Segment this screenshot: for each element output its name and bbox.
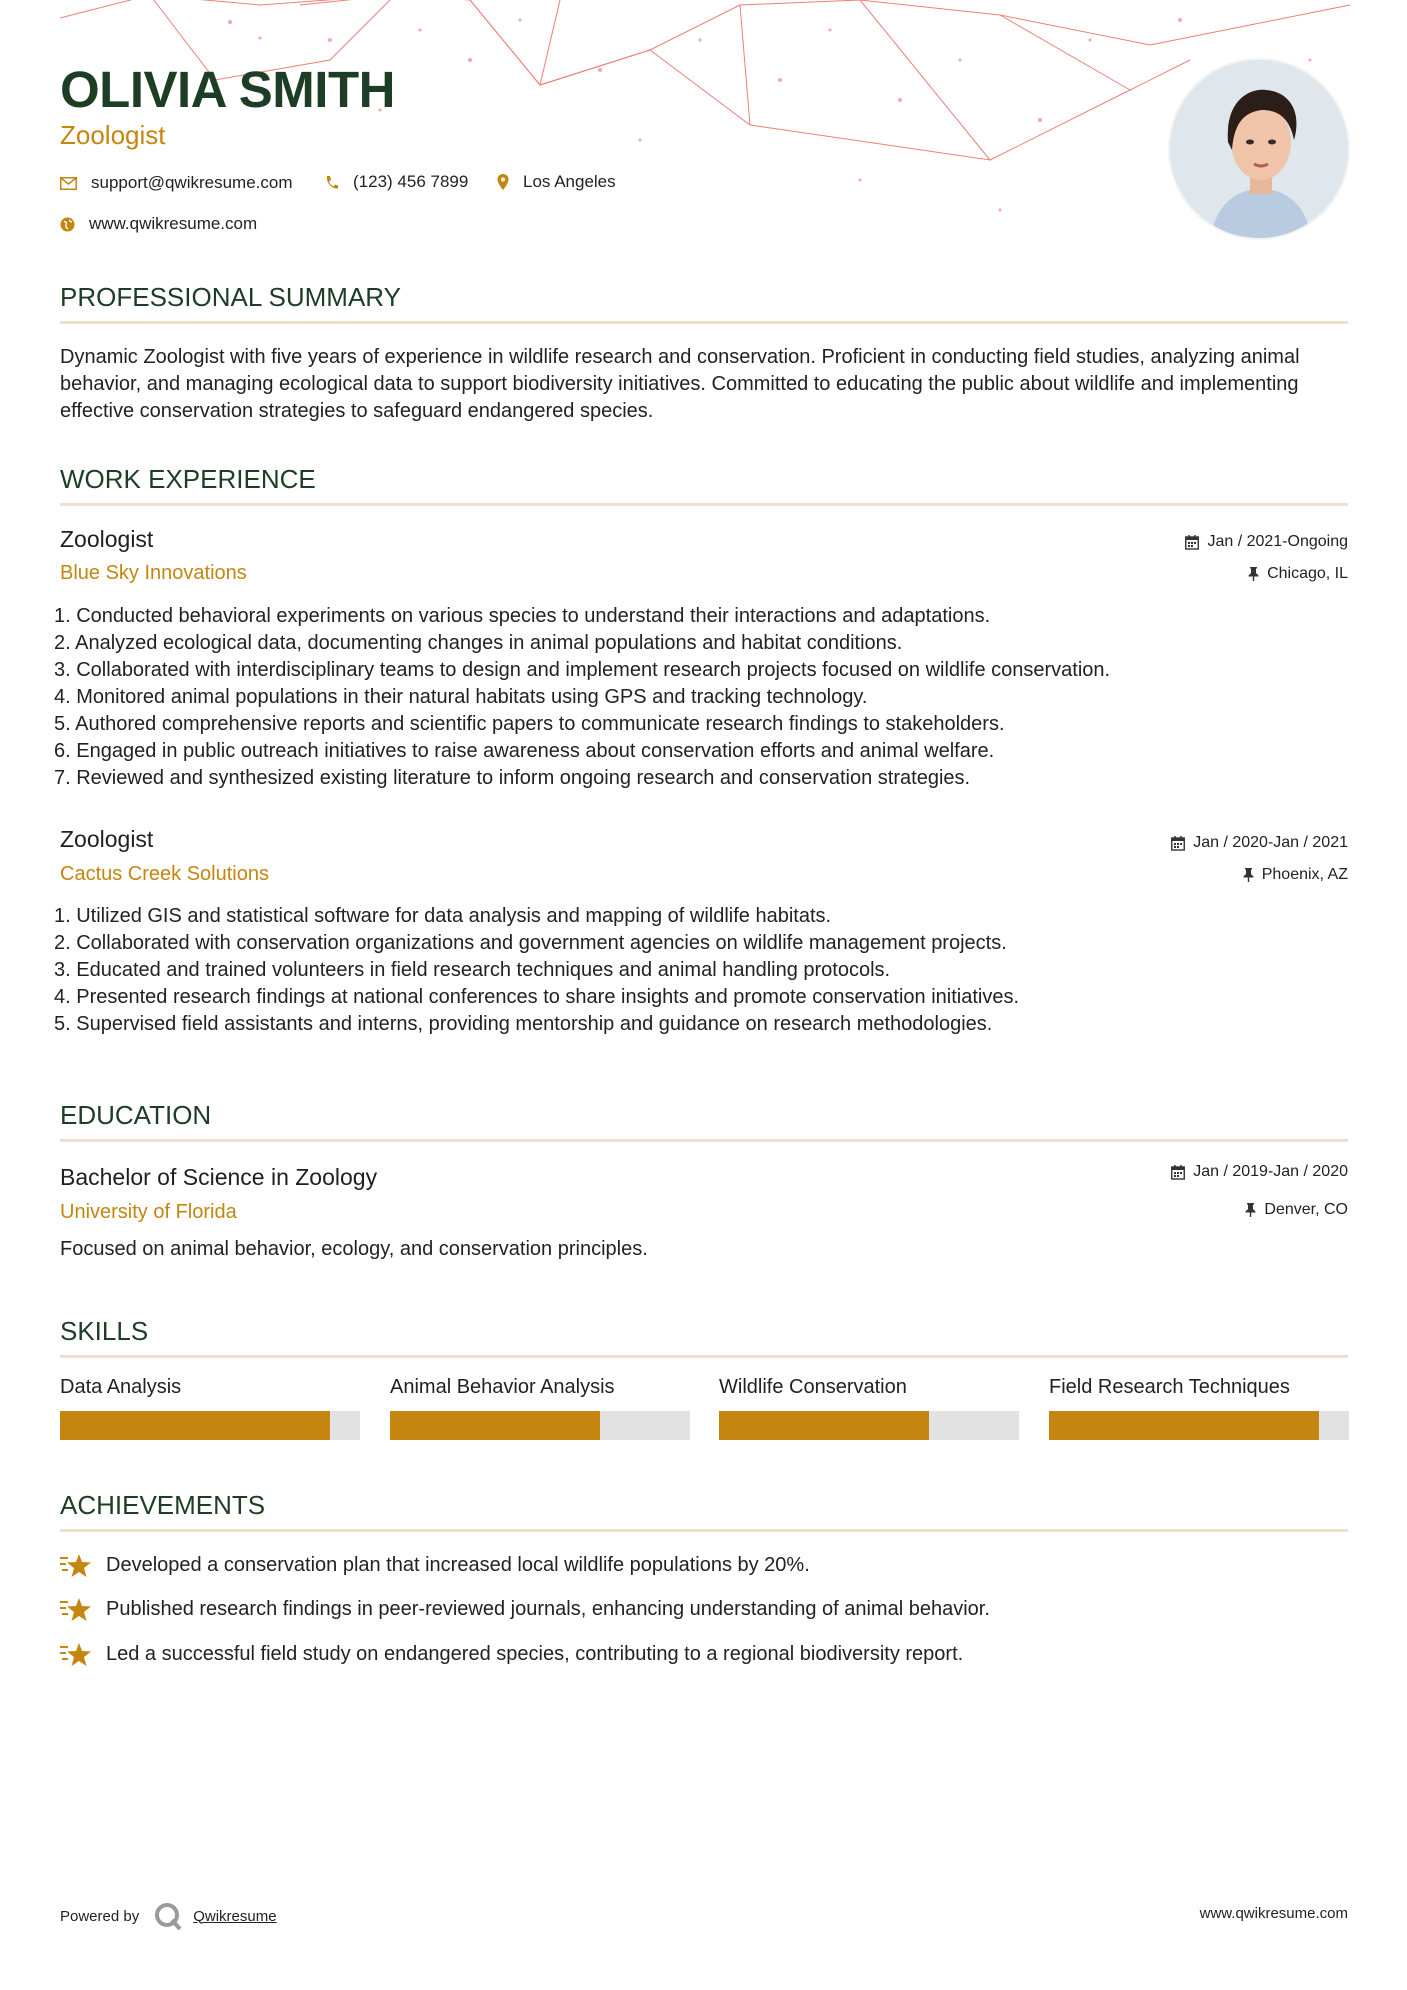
achievement-text: Led a successful field study on endangered species, contributing to a regional biodiversity report. (106, 1642, 964, 1665)
qwikresume-link[interactable]: Qwikresume (193, 1907, 277, 1925)
powered-by-text: Powered by (60, 1907, 140, 1925)
pushpin-icon (1248, 567, 1259, 581)
skill-bar (60, 1411, 360, 1440)
job-title: Zoologist (60, 826, 154, 852)
list-item: 7. Reviewed and synthesized existing literature to inform ongoing research and conservation strategies. (54, 767, 971, 789)
skill-bar-fill (719, 1411, 929, 1440)
section-heading-experience: WORK EXPERIENCE (60, 464, 316, 494)
education-degree: Bachelor of Science in Zoology (60, 1164, 378, 1190)
calendar-icon (1171, 1165, 1185, 1180)
education-location (1245, 1201, 1348, 1219)
job-dates (1185, 533, 1348, 551)
phone-text: (123) 456 7899 (353, 172, 469, 191)
map-pin-icon (497, 174, 509, 190)
skill-bar-fill (60, 1411, 330, 1440)
contact-location (497, 172, 616, 192)
calendar-icon (1171, 836, 1185, 851)
education-school: University of Florida (60, 1201, 237, 1223)
candidate-name: OLIVIA SMITH (60, 61, 395, 118)
section-divider (60, 1139, 1348, 1142)
envelope-icon (60, 177, 77, 190)
achievement-item (60, 1596, 990, 1622)
location-text: Los Angeles (523, 172, 616, 191)
skill-bar-fill (390, 1411, 600, 1440)
list-item: 3. Collaborated with interdisciplinary teams to design and implement research projects focused on wildlife conservation. (54, 659, 1111, 681)
pushpin-icon (1243, 868, 1254, 882)
job-location-text: Chicago, IL (1267, 565, 1348, 582)
portrait-illustration (1170, 60, 1350, 240)
section-heading-summary: PROFESSIONAL SUMMARY (60, 282, 401, 312)
list-item: 4. Presented research findings at national conferences to share insights and promote conservation initiatives. (54, 986, 1019, 1008)
achievement-text: Published research findings in peer-reviewed journals, enhancing understanding of animal behavior. (106, 1597, 990, 1620)
skill-label: Data Analysis (60, 1376, 182, 1398)
qwikresume-logo-icon (153, 1901, 183, 1931)
list-item: 1. Utilized GIS and statistical software for data analysis and mapping of wildlife habitats. (54, 905, 832, 927)
contact-website[interactable] (60, 214, 257, 234)
section-divider (60, 503, 1348, 506)
calendar-icon (1185, 535, 1199, 550)
section-heading-skills: SKILLS (60, 1316, 149, 1346)
job-location-text: Phoenix, AZ (1261, 866, 1348, 883)
star-badge-icon (60, 1641, 92, 1667)
section-divider (60, 321, 1348, 324)
job-dates (1171, 834, 1348, 852)
skill-item (60, 1376, 360, 1440)
job-location (1248, 565, 1348, 583)
list-item: 4. Monitored animal populations in their natural habitats using GPS and tracking technology. (54, 686, 868, 708)
section-heading-achievements: ACHIEVEMENTS (60, 1490, 266, 1520)
achievement-item (60, 1641, 963, 1667)
education-description: Focused on animal behavior, ecology, and conservation principles. (60, 1238, 648, 1260)
skill-label: Wildlife Conservation (719, 1376, 907, 1398)
candidate-title: Zoologist (60, 120, 166, 150)
star-badge-icon (60, 1596, 92, 1622)
job-responsibilities (54, 903, 1019, 1038)
list-item: 3. Educated and trained volunteers in field research techniques and animal handling protocols. (54, 959, 891, 981)
website-text: www.qwikresume.com (89, 214, 258, 233)
skill-label: Field Research Techniques (1049, 1376, 1290, 1398)
star-badge-icon (60, 1552, 92, 1578)
achievement-text: Developed a conservation plan that increased local wildlife populations by 20%. (106, 1553, 810, 1576)
job-company: Blue Sky Innovations (60, 562, 247, 584)
skill-item (1049, 1376, 1349, 1440)
pushpin-icon (1245, 1203, 1256, 1217)
list-item: 2. Analyzed ecological data, documenting changes in animal populations and habitat conditions. (54, 632, 903, 654)
section-divider (60, 1529, 1348, 1532)
skill-label: Animal Behavior Analysis (390, 1376, 615, 1398)
profile-photo (1168, 58, 1350, 240)
job-dates-text: Jan / 2020-Jan / 2021 (1193, 834, 1348, 851)
footer-powered-by (60, 1901, 277, 1931)
job-responsibilities (54, 603, 1110, 792)
email-text: support@qwikresume.com (91, 173, 293, 192)
achievement-item (60, 1552, 810, 1578)
globe-icon (60, 217, 75, 232)
education-dates-text: Jan / 2019-Jan / 2020 (1193, 1163, 1348, 1180)
skill-bar (719, 1411, 1019, 1440)
job-location (1243, 866, 1348, 884)
list-item: 5. Authored comprehensive reports and scientific papers to communicate research findings to stakeholders. (54, 713, 1005, 735)
section-heading-education: EDUCATION (60, 1100, 212, 1130)
skill-bar (1049, 1411, 1349, 1440)
contact-email[interactable] (60, 173, 293, 193)
skill-item (719, 1376, 1019, 1440)
education-location-text: Denver, CO (1264, 1201, 1348, 1218)
section-divider (60, 1355, 1348, 1358)
list-item: 1. Conducted behavioral experiments on various species to understand their interactions and adaptations. (54, 605, 991, 627)
skill-bar (390, 1411, 690, 1440)
job-company: Cactus Creek Solutions (60, 863, 269, 885)
job-title: Zoologist (60, 526, 154, 552)
skill-item (390, 1376, 690, 1440)
summary-text: Dynamic Zoologist with five years of experience in wildlife research and conservation. Proficient in conducting field studies, analyzing animal behavior, and managing ecological data to support biodiversity initiatives. Committed to educating the public about wildlife and implementing effective conservation strategies to safeguard endangered species. (60, 346, 1300, 422)
contact-phone[interactable] (325, 172, 468, 192)
list-item: 2. Collaborated with conservation organizations and government agencies on wildlife management projects. (54, 932, 1007, 954)
list-item: 5. Supervised field assistants and interns, providing mentorship and guidance on research methodologies. (54, 1013, 993, 1035)
list-item: 6. Engaged in public outreach initiatives to raise awareness about conservation efforts and animal welfare. (54, 740, 995, 762)
job-dates-text: Jan / 2021-Ongoing (1207, 533, 1348, 550)
footer-website[interactable]: www.qwikresume.com (1199, 1905, 1348, 1922)
education-dates (1171, 1163, 1348, 1181)
phone-icon (325, 175, 339, 190)
skill-bar-fill (1049, 1411, 1319, 1440)
